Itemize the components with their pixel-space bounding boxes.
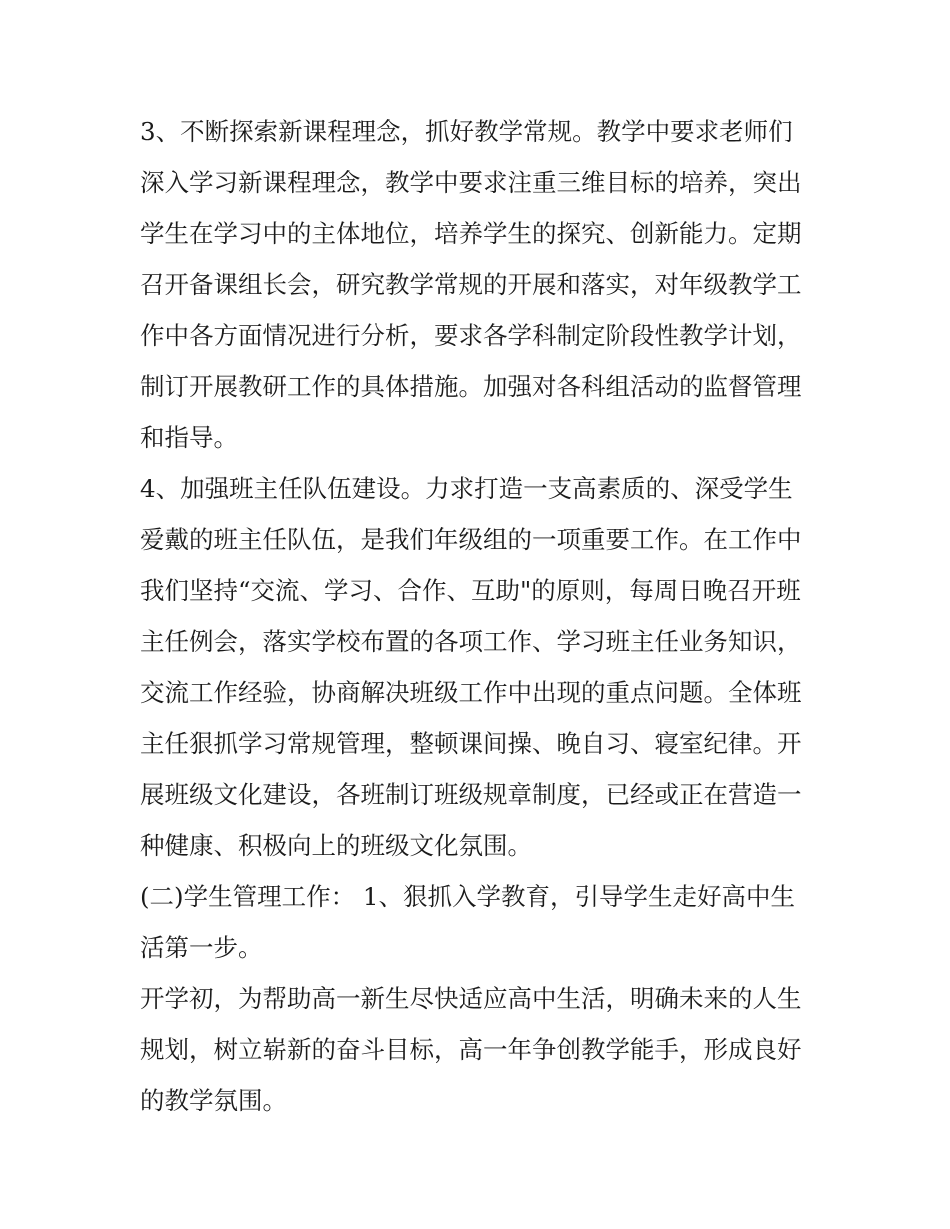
text-line: 深入学习新课程理念，教学中要求注重三维目标的培养，突出 bbox=[140, 168, 802, 197]
text-line: 和指导。 bbox=[140, 423, 238, 452]
text-line: 学生在学习中的主体地位，培养学生的探究、创新能力。定期 bbox=[140, 219, 802, 248]
text-line: 制订开展教研工作的具体措施。加强对各科组活动的监督管理 bbox=[140, 372, 802, 401]
text-line: 我们坚持“交流、学习、合作、互助"的原则，每周日晚召开班 bbox=[140, 576, 801, 605]
text-line: 开学初，为帮助高一新生尽快适应高中生活，明确未来的人生 bbox=[140, 984, 802, 1013]
text-line: 4、加强班主任队伍建设。力求打造一支高素质的、深受学生 bbox=[140, 474, 793, 503]
text-line: 种健康、积极向上的班级文化氛围。 bbox=[140, 831, 532, 860]
text-line: 主任狠抓学习常规管理，整顿课间操、晚自习、寝室纪律。开 bbox=[140, 729, 802, 758]
text-line: 交流工作经验，协商解决班级工作中出现的重点问题。全体班 bbox=[140, 678, 802, 707]
text-line: 的教学氛围。 bbox=[140, 1086, 287, 1115]
text-line: 主任例会，落实学校布置的各项工作、学习班主任业务知识， bbox=[140, 627, 802, 656]
text-line: 作中各方面情况进行分析，要求各学科制定阶段性教学计划， bbox=[140, 321, 802, 350]
text-line: 召开备课组长会，研究教学常规的开展和落实，对年级教学工 bbox=[140, 270, 802, 299]
text-line: 爱戴的班主任队伍，是我们年级组的一项重要工作。在工作中 bbox=[140, 525, 802, 554]
text-line: (二)学生管理工作： 1、狠抓入学教育，引导学生走好高中生 bbox=[140, 882, 795, 911]
text-line: 3、不断探索新课程理念，抓好教学常规。教学中要求老师们 bbox=[140, 117, 793, 146]
document-body bbox=[140, 106, 820, 1126]
text-line: 展班级文化建设，各班制订班级规章制度，已经或正在营造一 bbox=[140, 780, 802, 809]
text-line: 活第一步。 bbox=[140, 933, 263, 962]
text-line: 规划，树立崭新的奋斗目标，高一年争创教学能手，形成良好 bbox=[140, 1035, 802, 1064]
